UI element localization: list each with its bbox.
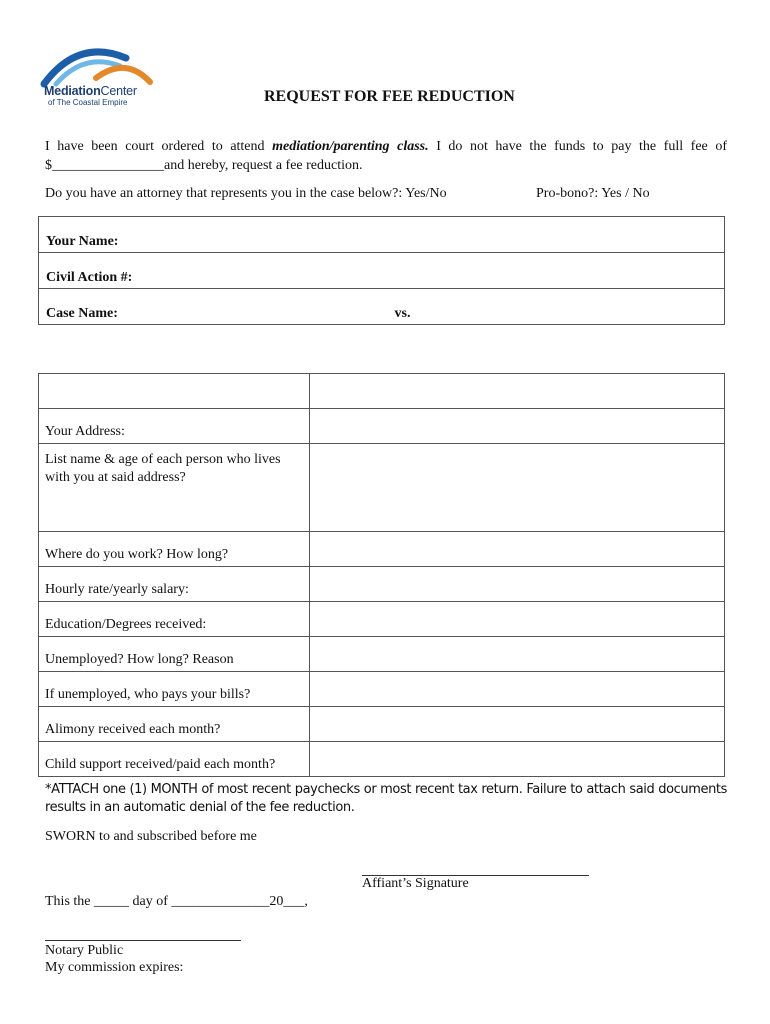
table-row	[39, 707, 725, 742]
civil-action-field[interactable]: Civil Action #:	[39, 253, 725, 289]
your-name-field[interactable]: Your Name:	[39, 217, 725, 253]
case-name-field[interactable]: Case Name: vs.	[39, 289, 725, 325]
unemployed-input[interactable]	[310, 637, 725, 672]
salary-input[interactable]	[310, 567, 725, 602]
intro-paragraph: I have been court ordered to attend mediation/parenting class. I do not have the funds to pay the full fee of $________________and hereby, request a fee reduction.	[45, 139, 727, 173]
address-label: Your Address:	[45, 424, 125, 439]
alimony-label: Alimony received each month?	[45, 722, 221, 737]
household-input[interactable]	[310, 444, 725, 532]
bills-input[interactable]	[310, 672, 725, 707]
alimony-input[interactable]	[310, 707, 725, 742]
table-row	[39, 532, 725, 567]
details-header-label-cell	[39, 374, 310, 409]
child-support-input[interactable]	[310, 742, 725, 777]
table-row	[39, 672, 725, 707]
logo-name: MediationCenter	[44, 84, 137, 98]
attorney-question: Do you have an attorney that represents you in the case below?: Yes/No	[45, 186, 447, 201]
address-input[interactable]	[310, 409, 725, 444]
logo-arcs-icon	[40, 44, 170, 88]
attach-note: *ATTACH one (1) MONTH of most recent paychecks or most recent tax return. Failure to attach said documents results in an automatic denial of the fee reduction.	[45, 782, 727, 815]
page-title: REQUEST FOR FEE REDUCTION	[264, 88, 515, 105]
table-row	[39, 409, 725, 444]
child-support-label: Child support received/paid each month?	[45, 757, 276, 772]
date-line: This the _____ day of ______________20___,	[45, 894, 308, 909]
unemployed-label: Unemployed? How long? Reason	[45, 652, 234, 667]
details-header-value-cell	[310, 374, 725, 409]
table-row	[39, 444, 725, 532]
household-label: List name & age of each person who lives with you at said address?	[45, 452, 281, 485]
notary-block	[45, 942, 183, 976]
table-row	[39, 742, 725, 777]
commission-expires-label: My commission expires:	[45, 960, 184, 975]
bills-label: If unemployed, who pays your bills?	[45, 687, 251, 702]
probono-question: Pro-bono?: Yes / No	[536, 186, 650, 201]
case-vs-label: vs.	[394, 306, 411, 321]
intro-emphasis: mediation/parenting class.	[272, 139, 429, 154]
table-row	[39, 567, 725, 602]
notary-public-label: Notary Public	[45, 943, 124, 958]
table-row	[39, 637, 725, 672]
notary-signature-line[interactable]	[45, 940, 241, 941]
table-row	[39, 602, 725, 637]
logo-subtitle: of The Coastal Empire	[48, 98, 128, 107]
details-table	[38, 373, 725, 777]
education-label: Education/Degrees received:	[45, 617, 207, 632]
case-info-table	[38, 216, 725, 325]
mediation-center-logo	[40, 44, 170, 110]
work-label: Where do you work? How long?	[45, 547, 229, 562]
sworn-statement: SWORN to and subscribed before me	[45, 829, 257, 844]
affiant-signature-label: Affiant’s Signature	[362, 876, 469, 891]
education-input[interactable]	[310, 602, 725, 637]
salary-label: Hourly rate/yearly salary:	[45, 582, 189, 597]
work-input[interactable]	[310, 532, 725, 567]
